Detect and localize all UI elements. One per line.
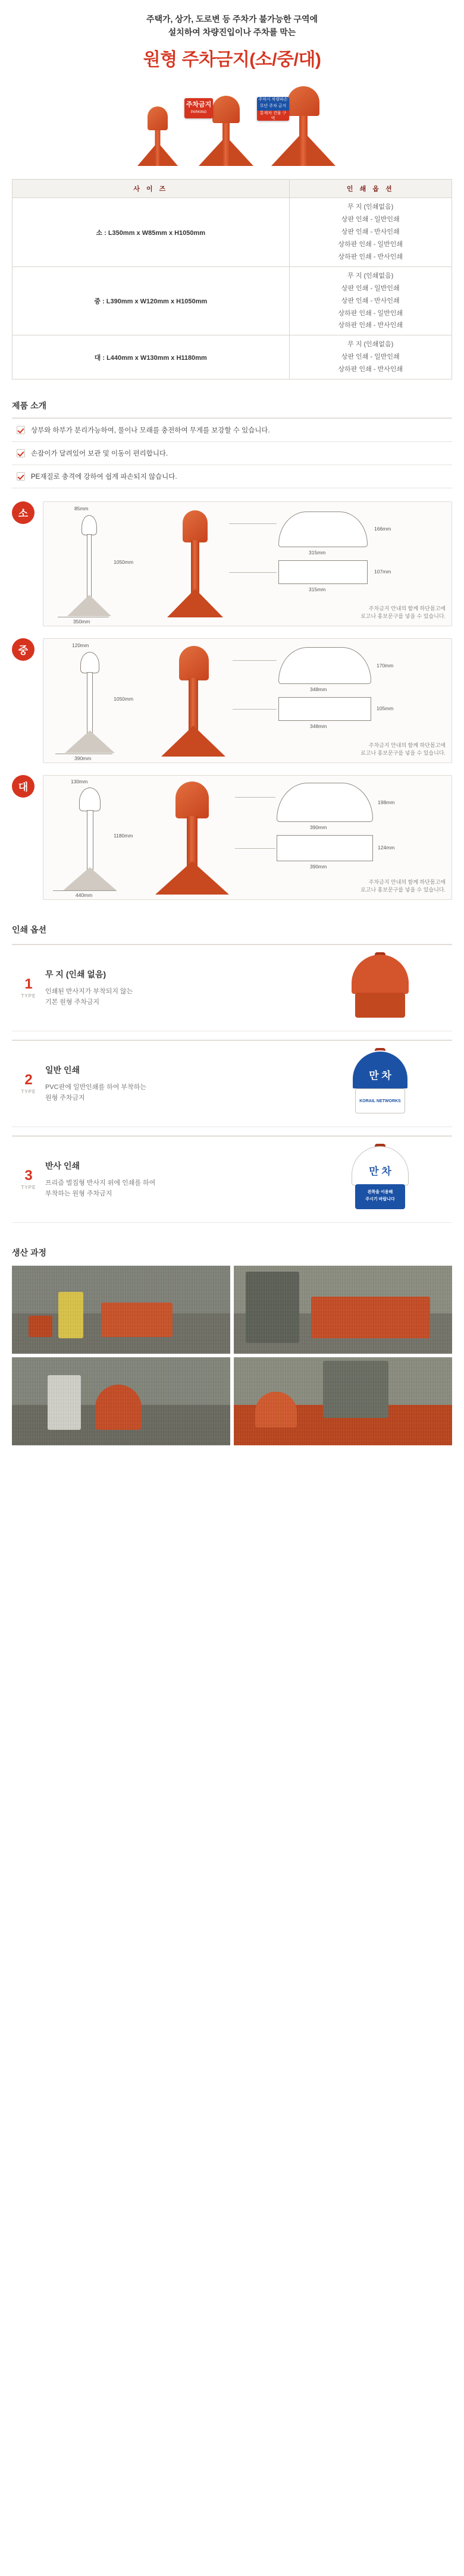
option-title: 일반 인쇄 (45, 1065, 80, 1075)
print-area-top-width: 390mm (310, 824, 327, 830)
print-area-bottom-shape (278, 697, 371, 721)
illus-head (179, 646, 209, 680)
table-row (12, 335, 452, 379)
hero-product-image (12, 83, 452, 166)
spec-option: 무 지 (인쇄없음) (347, 341, 394, 349)
print-note-line2: 로고나 홍보문구를 넣을 수 있습니다. (360, 613, 446, 620)
option-image-3 (312, 1144, 449, 1215)
product-lineart (54, 785, 131, 893)
badge-no-parking-line2: PARKING (190, 111, 207, 115)
photo-texture (234, 1266, 452, 1354)
option-number: 3 (24, 1167, 33, 1184)
option-number-block (15, 1169, 42, 1190)
print-note-line1: 주차금지 안내의 함께 하단몸고에 (368, 605, 446, 611)
dimension-height: 1180mm (114, 832, 133, 839)
spec-option: 상하판 인쇄 - 일반인쇄 (338, 309, 403, 317)
option-desc-line2: 부착하는 원형 주차금지 (45, 1190, 112, 1197)
print-area-bottom-height: 124mm (378, 844, 395, 851)
table-row (12, 198, 452, 266)
sign-bottom-panel (355, 993, 405, 1018)
size-diagram-small (43, 501, 452, 626)
spec-table (12, 179, 452, 379)
option-text-block (42, 1160, 312, 1199)
size-panel-small (12, 501, 452, 626)
illus-pole (189, 678, 198, 732)
print-area-bottom-height: 107mm (374, 568, 391, 575)
sign-bottom-text-line2: 주시기 바랍니다 (365, 1197, 395, 1201)
spec-option: 무 지 (인쇄없음) (347, 272, 394, 280)
leader-line (235, 797, 275, 798)
sign-mockup-normal-print (352, 1050, 409, 1115)
size-badge-medium: 중 (12, 638, 35, 661)
product-color-illustration (152, 782, 240, 897)
list-item (12, 419, 452, 442)
option-description (45, 1178, 312, 1199)
print-note-medium (360, 742, 446, 758)
spec-table-body (12, 198, 452, 379)
size-diagram-medium (43, 638, 452, 763)
print-area-bottom-width: 315mm (309, 586, 326, 592)
leader-line (229, 523, 277, 524)
product-color-illustration (156, 510, 234, 621)
print-area-top-height: 198mm (378, 799, 395, 805)
badge-no-parking (184, 98, 213, 118)
print-area-bottom-width: 348mm (310, 723, 327, 729)
check-icon (17, 426, 25, 434)
option-type-label: TYPE (21, 1088, 36, 1094)
spec-option: 상판 인쇄 - 일반인쇄 (341, 284, 400, 292)
check-icon (17, 449, 25, 457)
spec-option: 상하판 인쇄 - 반사인쇄 (338, 322, 403, 330)
option-number: 1 (24, 975, 33, 992)
cone-head (212, 96, 240, 123)
size-badge-large: 대 (12, 775, 35, 798)
lineart-pole (87, 534, 92, 597)
option-number: 2 (24, 1071, 33, 1088)
option-number-block (15, 1073, 42, 1094)
production-photo-3 (12, 1357, 230, 1445)
hero-subtitle-line2: 설치하여 차량진입이나 주차를 막는 (168, 27, 296, 37)
product-color-illustration (154, 646, 237, 759)
spec-options-small (289, 198, 452, 266)
option-desc-line1: 프리즘 벌집형 반사지 위에 인쇄를 하여 (45, 1179, 156, 1187)
spec-header-size: 사 이 즈 (12, 180, 290, 198)
badge-warning (257, 97, 289, 121)
leader-line (229, 572, 277, 573)
size-panel-large (12, 775, 452, 900)
option-description (45, 986, 312, 1008)
illus-head (175, 782, 209, 818)
illus-skirt (161, 726, 225, 757)
spec-size-medium: 중 : L390mm x W120mm x H1050mm (12, 266, 290, 335)
photo-texture (12, 1357, 230, 1445)
section-heading-print-options: 인쇄 옵션 (12, 924, 46, 934)
badge-warning-line1: 주차시 차량파손 (258, 98, 288, 102)
photo-texture (234, 1357, 452, 1445)
illus-skirt (167, 589, 223, 617)
print-note-line2: 로고나 홍보문구를 넣을 수 있습니다. (360, 750, 446, 757)
lineart-pole (87, 672, 93, 733)
spec-options-large (289, 335, 452, 379)
option-title: 무 지 (인쇄 없음) (45, 969, 106, 979)
feature-text: 상부와 하부가 분리가능하여, 물이나 모래를 충전하여 무게를 보강할 수 있습니다. (31, 426, 270, 434)
illus-skirt (155, 861, 229, 895)
print-area-top-shape (278, 647, 371, 684)
size-badge-small: 소 (12, 501, 35, 524)
hero-subtitle-line1: 주택가, 상가, 도로변 등 주차가 불가능한 구역에 (146, 14, 318, 24)
product-lineart (54, 513, 126, 619)
option-type-label: TYPE (21, 993, 36, 999)
production-photo-1 (12, 1266, 230, 1354)
print-note-line1: 주차금지 안내의 함께 하단몸고에 (368, 742, 446, 748)
cone-pole (222, 118, 230, 166)
lineart-skirt (62, 867, 117, 891)
production-photo-2 (234, 1266, 452, 1354)
option-desc-line1: 인쇄된 반사지가 부착되지 않는 (45, 987, 133, 995)
cone-head (148, 106, 168, 130)
leader-line (233, 660, 277, 661)
illus-pole (187, 816, 197, 867)
print-area-top-width: 348mm (310, 686, 327, 692)
option-text-block (42, 968, 312, 1008)
cone-head (287, 86, 319, 116)
leader-line (235, 848, 275, 849)
spec-size-small: 소 : L350mm x W85mm x H1050mm (12, 198, 290, 266)
dimension-height: 1050mm (114, 695, 134, 702)
print-note-line1: 주차금지 안내의 함께 하단몸고에 (368, 878, 446, 885)
badge-no-parking-line1: 주차금지 (186, 101, 212, 109)
feature-text: 손잡이가 달려있어 보관 및 이동이 편리합니다. (31, 450, 168, 457)
print-area-top-width: 315mm (309, 549, 326, 556)
spec-option: 무 지 (인쇄없음) (347, 203, 394, 211)
spec-size-large: 대 : L440mm x W130mm x H1180mm (12, 335, 290, 379)
dimension-top-width: 130mm (71, 778, 88, 785)
badge-warning-line2: 무단 주차 금지 (259, 104, 287, 109)
table-row (12, 266, 452, 335)
spec-option: 상하판 인쇄 - 일반인쇄 (338, 241, 403, 249)
spec-option: 상하판 인쇄 - 반사인쇄 (338, 253, 403, 261)
product-lineart (54, 650, 129, 755)
illus-pole (191, 540, 199, 595)
leader-line (233, 709, 277, 710)
lineart-skirt (67, 595, 111, 616)
table-header-row (12, 180, 452, 198)
sign-bottom-text-line1: 왼쪽을 이용해 (367, 1190, 393, 1194)
print-area-bottom-shape (278, 560, 368, 584)
lineart-head (79, 787, 101, 811)
dimension-base: 350mm (73, 618, 90, 625)
print-area-top-shape (277, 783, 373, 822)
dimension-line (53, 890, 116, 891)
production-photo-4 (234, 1357, 452, 1445)
list-item (12, 442, 452, 465)
print-area-bottom-width: 390mm (310, 863, 327, 870)
print-area-top-height: 166mm (374, 525, 391, 532)
dimension-top-width: 85mm (74, 505, 89, 512)
print-option-2 (12, 1040, 452, 1127)
sign-mockup-plain (352, 955, 409, 1019)
feature-list (12, 418, 452, 488)
check-icon (17, 472, 25, 481)
print-area-top-height: 170mm (377, 662, 394, 669)
photo-texture (12, 1266, 230, 1354)
option-number-block (15, 977, 42, 999)
spec-option: 상판 인쇄 - 반사인쇄 (341, 297, 400, 305)
lineart-skirt (65, 730, 115, 753)
production-photo-grid (12, 1266, 452, 1445)
option-type-label: TYPE (21, 1184, 36, 1190)
sign-top-text: 만 차 (369, 1165, 391, 1177)
sign-top-panel (352, 955, 409, 994)
option-desc-line2: 원형 주차금지 (45, 1094, 85, 1102)
spec-options-medium (289, 266, 452, 335)
lineart-pole (87, 810, 93, 870)
cone-pole (299, 111, 308, 166)
spec-table-head (12, 180, 452, 198)
option-image-1 (312, 952, 449, 1024)
spec-option: 상판 인쇄 - 일반인쇄 (341, 353, 400, 361)
print-note-line2: 로고나 홍보문구를 넣을 수 있습니다. (360, 887, 446, 893)
cone-pole (155, 127, 161, 166)
spec-option: 상판 인쇄 - 일반인쇄 (341, 216, 400, 224)
print-area-top-shape (278, 512, 368, 547)
option-desc-line1: PVC판에 일반인쇄를 하여 부착하는 (45, 1083, 146, 1091)
option-title: 반사 인쇄 (45, 1160, 80, 1171)
lineart-head (81, 515, 97, 535)
option-image-2 (312, 1048, 449, 1119)
print-option-3 (12, 1135, 452, 1223)
dimension-height: 1050mm (114, 559, 134, 565)
size-panel-medium (12, 638, 452, 763)
lineart-head (80, 652, 99, 673)
print-note-small (360, 605, 446, 621)
option-description (45, 1082, 312, 1103)
hero-section (0, 0, 464, 74)
section-heading-production: 생산 과정 (12, 1247, 46, 1257)
hero-subtitle (0, 13, 464, 39)
sign-bottom-text: KORAIL NETWORKS (359, 1099, 401, 1103)
list-item (12, 465, 452, 488)
option-text-block (42, 1064, 312, 1103)
print-area-bottom-height: 105mm (377, 705, 394, 711)
spec-table-section (12, 179, 452, 379)
dimension-top-width: 120mm (72, 642, 89, 648)
sign-mockup-reflective-print (352, 1146, 409, 1210)
sign-top-text: 만 차 (369, 1069, 391, 1081)
badge-warning-line3: 통제차 견물 구역 (257, 111, 289, 121)
spec-option: 상판 인쇄 - 반사인쇄 (341, 228, 400, 236)
section-heading-product-intro: 제품 소개 (12, 400, 46, 410)
product-cone-small (131, 109, 184, 166)
print-option-1 (12, 944, 452, 1031)
illus-head (183, 510, 208, 542)
dimension-base: 390mm (74, 755, 92, 761)
size-diagram-large (43, 775, 452, 900)
spec-header-print: 인 쇄 옵 션 (289, 180, 452, 198)
print-area-bottom-shape (277, 835, 373, 861)
print-note-large (360, 878, 446, 895)
page-title: 원형 주차금지(소/중/대) (143, 50, 321, 70)
dimension-base: 440mm (76, 892, 93, 898)
spec-option: 상하판 인쇄 - 반사인쇄 (338, 366, 403, 374)
feature-text: PE재질로 충격에 강하여 쉽게 파손되지 않습니다. (31, 473, 177, 481)
option-desc-line2: 기본 원형 주차금지 (45, 998, 100, 1006)
